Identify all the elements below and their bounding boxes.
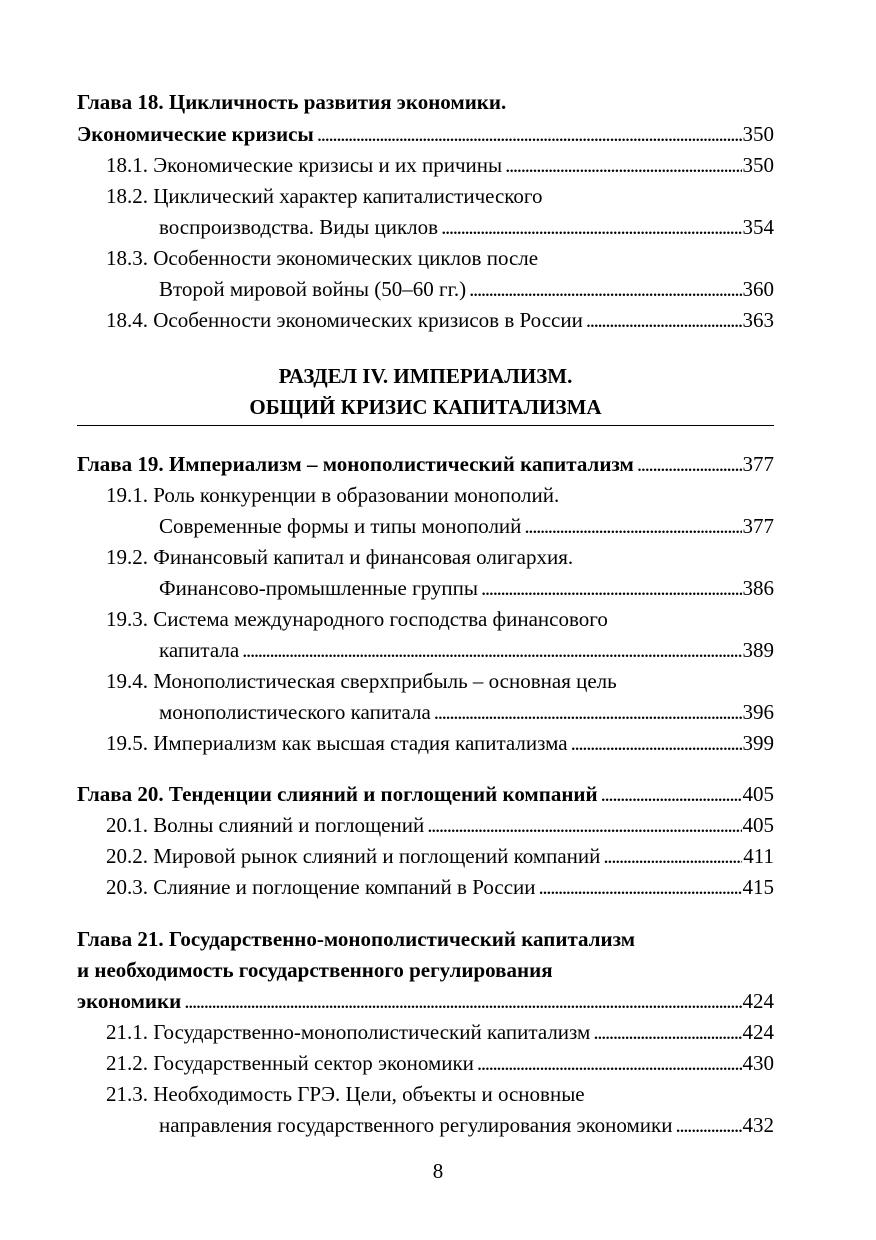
toc-item-19-4: [106, 666, 774, 696]
page-ref: 363: [742, 308, 774, 332]
chapter-19-title: Глава 19. Империализм – монополистический капитализм: [77, 452, 634, 476]
page-ref: 415: [742, 875, 774, 899]
chapter-20-entry: [77, 779, 774, 809]
item-text-cont: Финансово-промышленные группы: [159, 576, 478, 600]
dot-leader: [469, 274, 741, 304]
page-ref: 350: [742, 122, 774, 146]
toc-item-19-4-cont: [159, 697, 774, 727]
dot-leader: [637, 449, 742, 479]
item-text-cont: Современные формы и типы монополий: [159, 514, 522, 538]
page-ref: 350: [742, 153, 774, 177]
dot-leader: [317, 119, 742, 149]
page-ref: 424: [742, 1020, 774, 1044]
chapter-19-entry: [77, 449, 774, 479]
item-number: 19.3.: [106, 607, 148, 631]
item-text: Слияние и поглощение компаний в России: [153, 875, 536, 899]
item-text: Государственно-монополистический капитализм: [153, 1020, 591, 1044]
item-number: 19.4.: [106, 669, 148, 693]
chapter-18-title-cont: Экономические кризисы: [77, 122, 314, 146]
item-text: Роль конкуренции в образовании монополий.: [153, 483, 560, 507]
item-number: 20.1.: [106, 813, 148, 837]
item-text: Необходимость ГРЭ. Цели, объекты и основные: [153, 1082, 585, 1106]
dot-leader: [242, 635, 741, 665]
item-text: Особенности экономических кризисов в России: [153, 308, 583, 332]
item-text: Государственный сектор экономики: [153, 1051, 474, 1075]
toc-item-18-4: [106, 305, 774, 335]
item-text: Финансовый капитал и финансовая олигархия.: [153, 545, 574, 569]
page-number: 8: [432, 1159, 444, 1183]
toc-item-19-3: [106, 604, 774, 634]
item-text-cont: направления государственного регулирования экономики: [159, 1113, 673, 1137]
section-subtitle: ОБЩИЙ КРИЗИС КАПИТАЛИЗМА: [249, 395, 602, 419]
chapter-21-title-end: экономики: [77, 989, 182, 1013]
toc-item-19-3-cont: [159, 635, 774, 665]
item-number: 21.1.: [106, 1020, 148, 1044]
chapter-21-title: Глава 21. Государственно-монополистический капитализм: [77, 927, 636, 951]
dot-leader: [427, 810, 741, 840]
dot-leader: [477, 1048, 742, 1078]
dot-leader: [586, 305, 742, 335]
chapter-21-entry: [77, 986, 774, 1016]
item-number: 19.2.: [106, 545, 148, 569]
page-ref: 354: [742, 215, 774, 239]
item-number: 19.5.: [106, 731, 148, 755]
item-text-cont: воспроизводства. Виды циклов: [159, 215, 439, 239]
toc-item-21-3-cont: [159, 1110, 774, 1140]
item-text-cont: монополистического капитала: [159, 700, 431, 724]
page-ref: 405: [742, 782, 774, 806]
item-text: Особенности экономических циклов после: [153, 246, 539, 270]
dot-leader: [184, 986, 741, 1016]
dot-leader: [505, 150, 741, 180]
item-number: 18.3.: [106, 246, 148, 270]
item-number: 21.3.: [106, 1082, 148, 1106]
item-text: Экономические кризисы и их причины: [153, 153, 503, 177]
page-ref: 386: [742, 576, 774, 600]
toc-item-18-2-cont: [159, 212, 774, 242]
item-text: Мировой рынок слияний и поглощений компаний: [153, 844, 601, 868]
chapter-20-title: Глава 20. Тенденции слияний и поглощений компаний: [77, 782, 598, 806]
item-number: 20.3.: [106, 875, 148, 899]
toc-item-21-1: [106, 1017, 774, 1047]
item-text: Система международного господства финансового: [153, 607, 608, 631]
page-ref: 360: [742, 277, 774, 301]
item-text: Волны слияний и поглощений: [153, 813, 425, 837]
dot-leader: [539, 872, 742, 902]
toc-item-19-1-cont: [159, 511, 774, 541]
page-ref: 399: [742, 731, 774, 755]
item-number: 18.4.: [106, 308, 148, 332]
item-number: 18.2.: [106, 184, 148, 208]
item-text-cont: капитала: [159, 638, 240, 662]
dot-leader: [593, 1017, 741, 1047]
item-number: 20.2.: [106, 844, 148, 868]
toc-item-18-2: [106, 181, 774, 211]
chapter-18-title: Глава 18. Цикличность развития экономики.: [77, 90, 507, 114]
toc-item-18-1: [106, 150, 774, 180]
page-ref: 389: [742, 638, 774, 662]
toc-item-18-3: [106, 243, 774, 273]
page-ref: 377: [742, 514, 774, 538]
section-title: РАЗДЕЛ IV. ИМПЕРИАЛИЗМ.: [278, 364, 573, 388]
dot-leader: [524, 511, 741, 541]
dot-leader: [603, 841, 742, 871]
page-ref: 432: [742, 1113, 774, 1137]
toc-item-21-3: [106, 1079, 774, 1109]
page-ref: 411: [743, 844, 774, 868]
page-ref: 430: [742, 1051, 774, 1075]
toc-item-20-1: [106, 810, 774, 840]
toc-item-21-2: [106, 1048, 774, 1078]
toc-item-18-3-cont: [159, 274, 774, 304]
item-text-cont: Второй мировой войны (50–60 гг.): [159, 277, 467, 301]
item-text: Империализм как высшая стадия капитализма: [153, 731, 568, 755]
page-ref: 377: [742, 452, 774, 476]
chapter-21-title-cont: и необходимость государственного регулирования: [77, 958, 553, 982]
item-number: 21.2.: [106, 1051, 148, 1075]
item-text: Монополистическая сверхприбыль – основная цель: [153, 669, 617, 693]
dot-leader: [441, 212, 741, 242]
page-ref: 405: [742, 813, 774, 837]
dot-leader: [571, 728, 742, 758]
toc-item-19-2-cont: [159, 573, 774, 603]
toc-item-19-1: [106, 480, 774, 510]
section-divider: [77, 425, 774, 426]
item-number: 18.1.: [106, 153, 148, 177]
item-number: 19.1.: [106, 483, 148, 507]
chapter-18-entry: [77, 119, 774, 149]
dot-leader: [601, 779, 742, 809]
toc-item-19-2: [106, 542, 774, 572]
item-text: Циклический характер капиталистического: [153, 184, 543, 208]
toc-item-20-2: [106, 841, 774, 871]
dot-leader: [675, 1110, 741, 1140]
page-ref: 396: [742, 700, 774, 724]
page-ref: 424: [742, 989, 774, 1013]
dot-leader: [481, 573, 742, 603]
dot-leader: [434, 697, 742, 727]
toc-item-19-5: [106, 728, 774, 758]
toc-item-20-3: [106, 872, 774, 902]
